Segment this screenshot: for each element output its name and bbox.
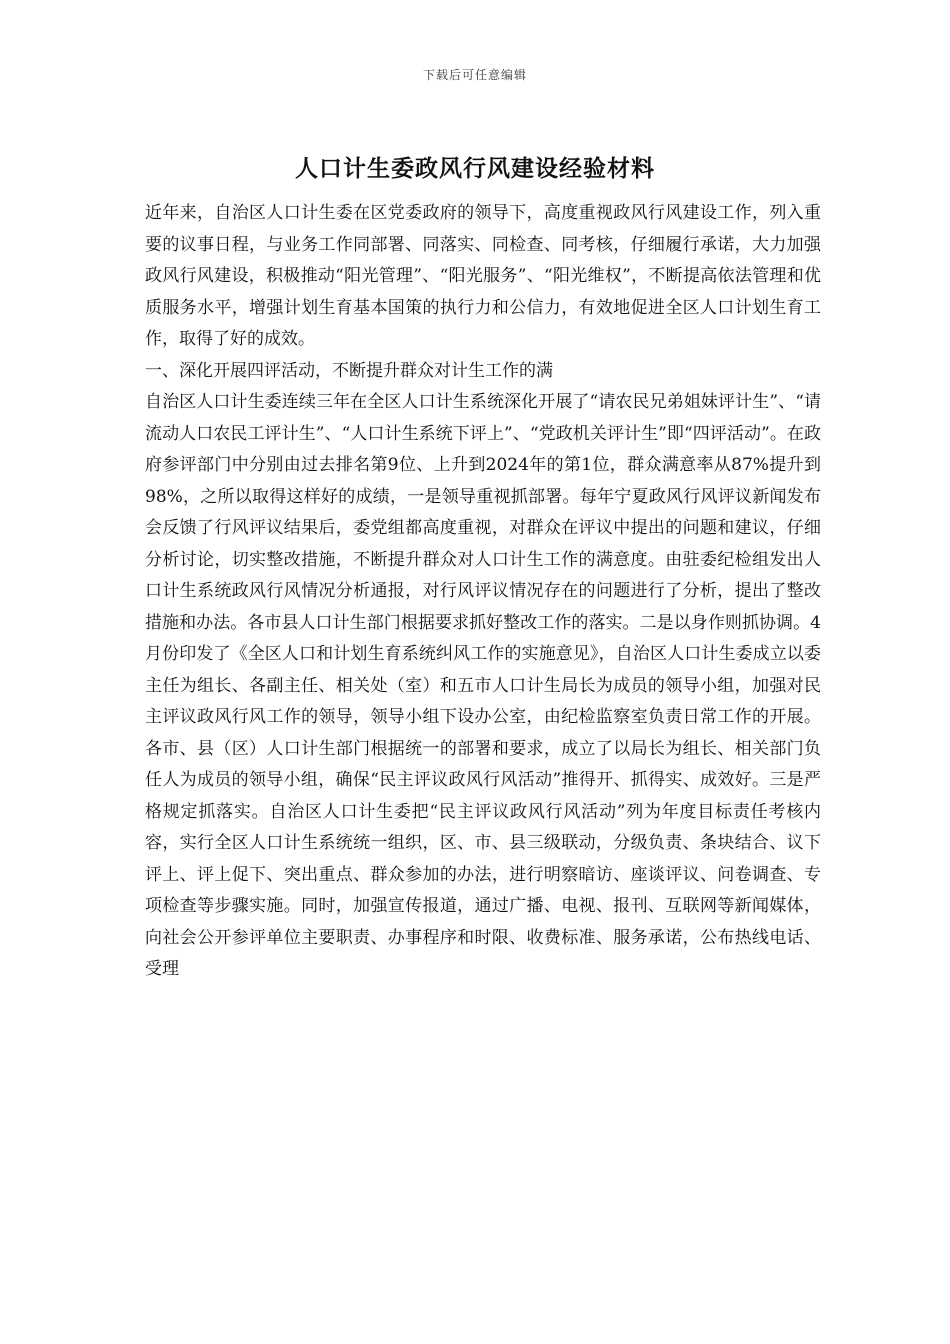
document-body xyxy=(145,198,821,986)
document-title: 人口计生委政风行风建设经验材料 xyxy=(295,155,655,182)
intro-paragraph: 近年来，自治区人口计生委在区党委政府的领导下，高度重视政风行风建设工作，列入重要的议事日程，与业务工作同部署、同落实、同检查、同考核，仔细履行承诺，大力加强政风行风建设，积极推动“阳光管理”、“阳光服务”、“阳光维权”，不断提高依法管理和优质服务水平，增强计划生育基本国策的执行力和公信力，有效地促进全区人口计划生育工作，取得了好的成效。 xyxy=(145,203,821,349)
section-paragraph-1: 自治区人口计生委连续三年在全区人口计生系统深化开展了“请农民兄弟姐妹评计生”、“请流动人口农民工评计生”、“人口计生系统下评上”、“党政机关评计生”即“四评活动”。在政府参评部门中分别由过去排名第9位、上升到2024年的第1位，群众满意率从87%提升到98%，之所以取得这样好的成绩，一是领导重视抓部署。每年宁夏政风行风评议新闻发布会反馈了行风评议结果后，委党组都高度重视，对群众在评议中提出的问题和建议，仔细分析讨论，切实整改措施，不断提升群众对人口计生工作的满意度。由驻委纪检组发出人口计生系统政风行风情况分析通报，对行风评议情况存在的问题进行了分析，提出了整改措施和办法。各市县人口计生部门根据要求抓好整改工作的落实。二是以身作则抓协调。4月份印发了《全区人口和计划生育系统纠风工作的实施意见》，自治区人口计生委成立以委主任为组长、各副主任、相关处（室）和五市人口计生局长为成员的领导小组，加强对民主评议政风行风工作的领导，领导小组下设办公室，由纪检监察室负责日常工作的开展。各市、县（区）人口计生部门根据统一的部署和要求，成立了以局长为组长、相关部门负任人为成员的领导小组，确保“民主评议政风行风活动”推得开、抓得实、成效好。三是严格规定抓落实。自治区人口计生委把“民主评议政风行风活动”列为年度目标责任考核内容，实行全区人口计生系统统一组织，区、市、县三级联动，分级负责、条块结合、议下评上、评上促下、突出重点、群众参加的办法，进行明察暗访、座谈评议、问卷调查、专项检查等步骤实施。同时，加强宣传报道，通过广播、电视、报刊、互联网等新闻媒体，向社会公开参评单位主要职责、办事程序和时限、收费标准、服务承诺，公布热线电话、受理 xyxy=(145,392,821,979)
section-heading-1: 一、深化开展四评活动，不断提升群众对计生工作的满 xyxy=(145,360,553,381)
page-header-note: 下载后可任意编辑 xyxy=(422,68,527,82)
